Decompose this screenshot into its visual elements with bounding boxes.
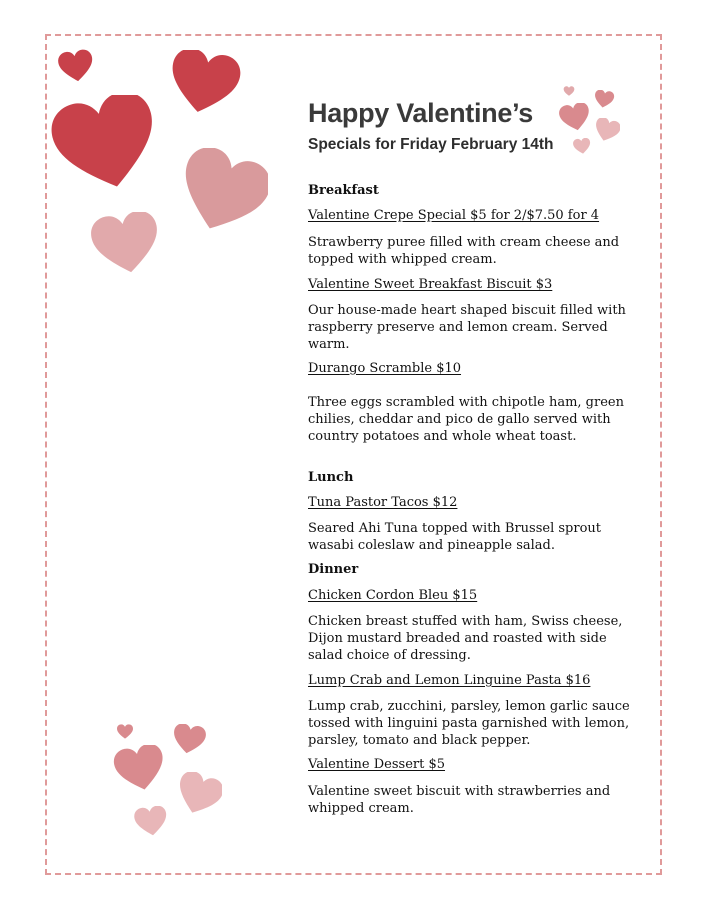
menu-item-description: Valentine sweet biscuit with strawberries and whipped cream. xyxy=(308,784,611,816)
menu-item-description: Strawberry puree filled with cream cheese and topped with whipped cream. xyxy=(308,235,620,267)
heart-icon xyxy=(90,212,162,274)
heart-icon xyxy=(176,772,222,816)
heart-icon xyxy=(116,724,134,739)
menu-item-name: Lump Crab and Lemon Linguine Pasta $16 xyxy=(308,673,591,688)
menu-item-name: Valentine Dessert $5 xyxy=(308,757,446,772)
heart-icon xyxy=(170,724,208,754)
menu-item-name: Tuna Pastor Tacos $12 xyxy=(308,495,458,510)
menu-item-description: Our house-made heart shaped biscuit filled with raspberry preserve and lemon cream. Served warm. xyxy=(308,303,626,352)
section-heading-lunch: Lunch xyxy=(308,470,354,485)
heart-icon xyxy=(112,745,168,791)
menu-item-name: Valentine Crepe Special $5 for 2/$7.50 for 4 xyxy=(308,208,600,223)
page-subtitle: Specials for Friday February 14th xyxy=(308,136,554,153)
menu-item-description: Three eggs scrambled with chipotle ham, green chilies, cheddar and pico de gallo served with country potatoes and whole wheat toast. xyxy=(308,395,624,444)
menu-item-name: Valentine Sweet Breakfast Biscuit $3 xyxy=(308,277,553,292)
page-title: Happy Valentine’s xyxy=(308,98,533,128)
heart-icon xyxy=(50,95,162,190)
menu-item-description: Lump crab, zucchini, parsley, lemon garlic sauce tossed with linguini pasta garnished with lemon, parsley, tomato and black pepper. xyxy=(308,699,630,748)
menu-item-name: Durango Scramble $10 xyxy=(308,361,462,376)
menu-item-description: Chicken breast stuffed with ham, Swiss cheese, Dijon mustard breaded and roasted with side salad choice of dressing. xyxy=(308,614,623,663)
menu-item-name: Chicken Cordon Bleu $15 xyxy=(308,588,478,603)
heart-icon xyxy=(594,118,620,142)
heart-icon xyxy=(593,90,615,108)
heart-icon xyxy=(558,103,592,131)
heart-icon xyxy=(165,50,243,114)
heart-icon xyxy=(563,86,575,96)
section-heading-dinner: Dinner xyxy=(308,562,359,577)
heart-icon xyxy=(55,48,97,85)
menu-item-description: Seared Ahi Tuna topped with Brussel sprout wasabi coleslaw and pineapple salad. xyxy=(308,521,602,553)
heart-icon xyxy=(572,138,592,154)
heart-icon xyxy=(178,148,268,236)
section-heading-breakfast: Breakfast xyxy=(308,183,379,198)
heart-icon xyxy=(132,806,170,836)
